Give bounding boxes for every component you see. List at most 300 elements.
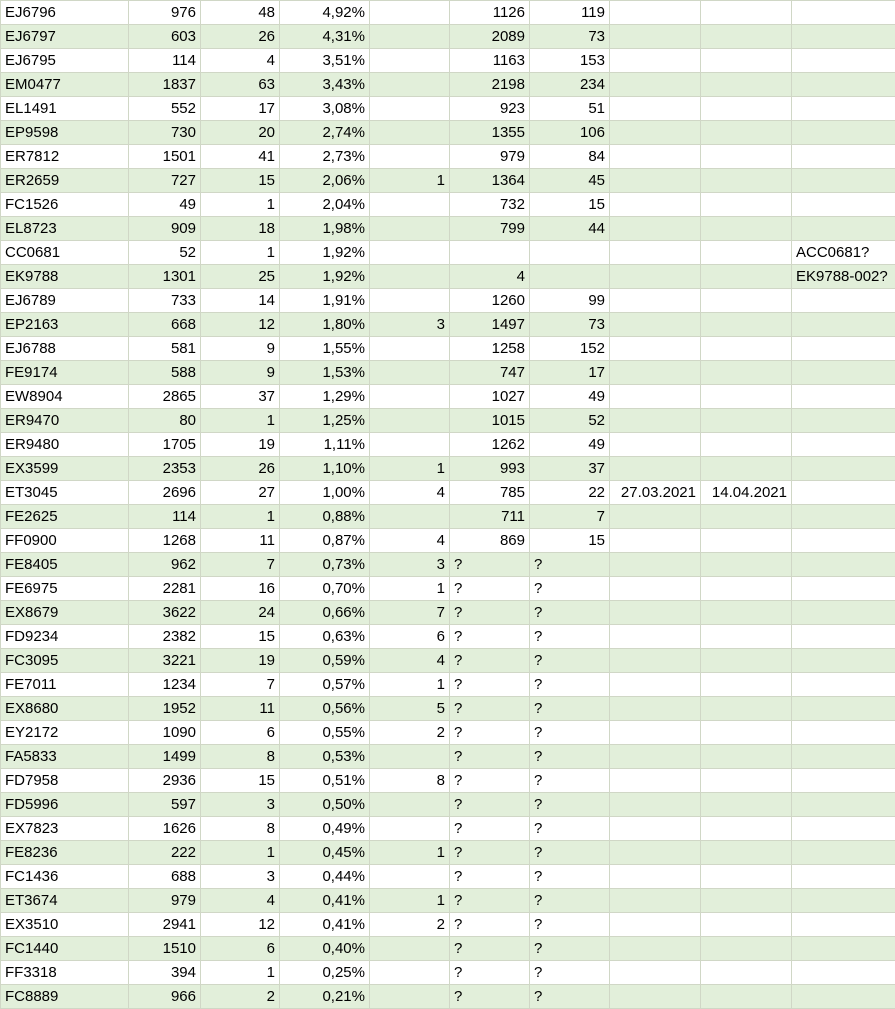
cell-date-end[interactable]: [701, 241, 792, 265]
cell-extra[interactable]: [370, 289, 450, 313]
cell-date-end[interactable]: [701, 769, 792, 793]
cell-code[interactable]: FE7011: [1, 673, 129, 697]
cell-extra[interactable]: [370, 433, 450, 457]
cell-extra[interactable]: [370, 145, 450, 169]
cell-value-b[interactable]: 22: [530, 481, 610, 505]
cell-value-b[interactable]: 15: [530, 529, 610, 553]
cell-date-start[interactable]: [610, 961, 701, 985]
cell-note[interactable]: [792, 217, 895, 241]
cell-code[interactable]: FF3318: [1, 961, 129, 985]
cell-count[interactable]: 15: [201, 769, 280, 793]
cell-count[interactable]: 19: [201, 649, 280, 673]
cell-total[interactable]: 1499: [129, 745, 201, 769]
cell-code[interactable]: EW8904: [1, 385, 129, 409]
cell-date-end[interactable]: 14.04.2021: [701, 481, 792, 505]
cell-value-a[interactable]: 1015: [450, 409, 530, 433]
cell-count[interactable]: 25: [201, 265, 280, 289]
cell-note[interactable]: [792, 649, 895, 673]
cell-code[interactable]: FE2625: [1, 505, 129, 529]
cell-value-a[interactable]: ?: [450, 865, 530, 889]
cell-date-start[interactable]: [610, 913, 701, 937]
cell-note[interactable]: [792, 793, 895, 817]
cell-note[interactable]: [792, 961, 895, 985]
cell-date-start[interactable]: [610, 145, 701, 169]
cell-code[interactable]: EJ6796: [1, 1, 129, 25]
cell-percent[interactable]: 0,73%: [280, 553, 370, 577]
cell-value-b[interactable]: 84: [530, 145, 610, 169]
cell-code[interactable]: EX3599: [1, 457, 129, 481]
cell-count[interactable]: 17: [201, 97, 280, 121]
cell-code[interactable]: EK9788: [1, 265, 129, 289]
cell-percent[interactable]: 0,21%: [280, 985, 370, 1009]
cell-count[interactable]: 1: [201, 961, 280, 985]
cell-value-a[interactable]: 732: [450, 193, 530, 217]
cell-value-b[interactable]: ?: [530, 673, 610, 697]
cell-value-b[interactable]: 153: [530, 49, 610, 73]
cell-total[interactable]: 3221: [129, 649, 201, 673]
cell-total[interactable]: 603: [129, 25, 201, 49]
cell-total[interactable]: 976: [129, 1, 201, 25]
cell-percent[interactable]: 0,50%: [280, 793, 370, 817]
cell-total[interactable]: 1301: [129, 265, 201, 289]
cell-date-end[interactable]: [701, 505, 792, 529]
cell-date-start[interactable]: [610, 649, 701, 673]
cell-extra[interactable]: [370, 385, 450, 409]
cell-total[interactable]: 552: [129, 97, 201, 121]
cell-note[interactable]: [792, 313, 895, 337]
cell-extra[interactable]: 1: [370, 457, 450, 481]
cell-percent[interactable]: 2,06%: [280, 169, 370, 193]
cell-date-start[interactable]: [610, 361, 701, 385]
cell-date-start[interactable]: [610, 337, 701, 361]
cell-date-start[interactable]: [610, 217, 701, 241]
cell-total[interactable]: 727: [129, 169, 201, 193]
cell-note[interactable]: [792, 433, 895, 457]
cell-extra[interactable]: 6: [370, 625, 450, 649]
cell-count[interactable]: 3: [201, 793, 280, 817]
cell-count[interactable]: 4: [201, 49, 280, 73]
cell-value-b[interactable]: ?: [530, 601, 610, 625]
cell-date-end[interactable]: [701, 289, 792, 313]
cell-code[interactable]: CC0681: [1, 241, 129, 265]
cell-date-end[interactable]: [701, 1, 792, 25]
cell-value-b[interactable]: ?: [530, 745, 610, 769]
cell-code[interactable]: EL8723: [1, 217, 129, 241]
cell-code[interactable]: FE8405: [1, 553, 129, 577]
cell-count[interactable]: 9: [201, 337, 280, 361]
cell-code[interactable]: FF0900: [1, 529, 129, 553]
cell-value-b[interactable]: ?: [530, 817, 610, 841]
cell-value-a[interactable]: 747: [450, 361, 530, 385]
cell-percent[interactable]: 1,11%: [280, 433, 370, 457]
cell-date-start[interactable]: [610, 1, 701, 25]
cell-count[interactable]: 1: [201, 505, 280, 529]
cell-date-end[interactable]: [701, 121, 792, 145]
cell-total[interactable]: 1090: [129, 721, 201, 745]
cell-percent[interactable]: 0,53%: [280, 745, 370, 769]
cell-date-end[interactable]: [701, 169, 792, 193]
cell-note[interactable]: [792, 769, 895, 793]
cell-value-a[interactable]: ?: [450, 985, 530, 1009]
cell-count[interactable]: 12: [201, 913, 280, 937]
cell-date-start[interactable]: [610, 553, 701, 577]
cell-code[interactable]: ER9470: [1, 409, 129, 433]
cell-percent[interactable]: 2,73%: [280, 145, 370, 169]
cell-value-a[interactable]: 711: [450, 505, 530, 529]
cell-value-a[interactable]: 1126: [450, 1, 530, 25]
cell-code[interactable]: FC1436: [1, 865, 129, 889]
cell-value-a[interactable]: ?: [450, 817, 530, 841]
cell-date-start[interactable]: [610, 193, 701, 217]
cell-code[interactable]: FC1440: [1, 937, 129, 961]
cell-value-a[interactable]: ?: [450, 889, 530, 913]
cell-code[interactable]: EL1491: [1, 97, 129, 121]
cell-count[interactable]: 12: [201, 313, 280, 337]
cell-total[interactable]: 2353: [129, 457, 201, 481]
cell-date-start[interactable]: [610, 625, 701, 649]
cell-total[interactable]: 2281: [129, 577, 201, 601]
cell-note[interactable]: [792, 289, 895, 313]
cell-date-end[interactable]: [701, 577, 792, 601]
cell-code[interactable]: EJ6795: [1, 49, 129, 73]
cell-date-end[interactable]: [701, 913, 792, 937]
cell-extra[interactable]: 1: [370, 841, 450, 865]
cell-code[interactable]: FE6975: [1, 577, 129, 601]
cell-total[interactable]: 2696: [129, 481, 201, 505]
cell-value-a[interactable]: [450, 241, 530, 265]
cell-note[interactable]: [792, 361, 895, 385]
cell-note[interactable]: [792, 385, 895, 409]
cell-value-a[interactable]: ?: [450, 913, 530, 937]
cell-date-start[interactable]: [610, 745, 701, 769]
cell-percent[interactable]: 1,29%: [280, 385, 370, 409]
cell-extra[interactable]: 1: [370, 169, 450, 193]
cell-count[interactable]: 7: [201, 553, 280, 577]
cell-percent[interactable]: 0,70%: [280, 577, 370, 601]
cell-note[interactable]: [792, 193, 895, 217]
cell-note[interactable]: [792, 625, 895, 649]
cell-note[interactable]: [792, 889, 895, 913]
cell-extra[interactable]: [370, 265, 450, 289]
cell-date-start[interactable]: [610, 985, 701, 1009]
cell-value-a[interactable]: ?: [450, 745, 530, 769]
cell-value-a[interactable]: 1260: [450, 289, 530, 313]
cell-date-end[interactable]: [701, 97, 792, 121]
cell-extra[interactable]: [370, 1, 450, 25]
cell-value-a[interactable]: ?: [450, 961, 530, 985]
cell-date-start[interactable]: [610, 433, 701, 457]
cell-total[interactable]: 52: [129, 241, 201, 265]
cell-date-start[interactable]: [610, 697, 701, 721]
cell-count[interactable]: 8: [201, 745, 280, 769]
cell-date-start[interactable]: [610, 313, 701, 337]
cell-percent[interactable]: 0,88%: [280, 505, 370, 529]
cell-note[interactable]: [792, 673, 895, 697]
cell-extra[interactable]: 4: [370, 481, 450, 505]
cell-note[interactable]: [792, 817, 895, 841]
cell-date-end[interactable]: [701, 625, 792, 649]
cell-value-a[interactable]: 799: [450, 217, 530, 241]
cell-date-start[interactable]: [610, 529, 701, 553]
cell-value-a[interactable]: ?: [450, 625, 530, 649]
cell-code[interactable]: FE8236: [1, 841, 129, 865]
cell-count[interactable]: 7: [201, 673, 280, 697]
cell-percent[interactable]: 0,55%: [280, 721, 370, 745]
cell-note[interactable]: [792, 913, 895, 937]
cell-extra[interactable]: [370, 985, 450, 1009]
cell-total[interactable]: 1837: [129, 73, 201, 97]
cell-percent[interactable]: 1,53%: [280, 361, 370, 385]
cell-value-b[interactable]: ?: [530, 649, 610, 673]
cell-value-a[interactable]: ?: [450, 673, 530, 697]
cell-code[interactable]: ER9480: [1, 433, 129, 457]
cell-date-start[interactable]: [610, 865, 701, 889]
cell-percent[interactable]: 0,56%: [280, 697, 370, 721]
cell-date-start[interactable]: 27.03.2021: [610, 481, 701, 505]
cell-count[interactable]: 26: [201, 25, 280, 49]
cell-percent[interactable]: 0,57%: [280, 673, 370, 697]
cell-total[interactable]: 114: [129, 505, 201, 529]
cell-total[interactable]: 3622: [129, 601, 201, 625]
cell-date-start[interactable]: [610, 73, 701, 97]
cell-percent[interactable]: 4,31%: [280, 25, 370, 49]
cell-note[interactable]: [792, 169, 895, 193]
cell-value-b[interactable]: 73: [530, 313, 610, 337]
cell-percent[interactable]: 0,66%: [280, 601, 370, 625]
cell-percent[interactable]: 1,00%: [280, 481, 370, 505]
cell-total[interactable]: 80: [129, 409, 201, 433]
cell-count[interactable]: 2: [201, 985, 280, 1009]
cell-percent[interactable]: 0,25%: [280, 961, 370, 985]
cell-date-start[interactable]: [610, 169, 701, 193]
cell-extra[interactable]: [370, 865, 450, 889]
cell-count[interactable]: 20: [201, 121, 280, 145]
cell-code[interactable]: EY2172: [1, 721, 129, 745]
cell-code[interactable]: ET3674: [1, 889, 129, 913]
cell-percent[interactable]: 0,40%: [280, 937, 370, 961]
cell-percent[interactable]: 0,63%: [280, 625, 370, 649]
cell-note[interactable]: [792, 121, 895, 145]
cell-extra[interactable]: 3: [370, 313, 450, 337]
cell-note[interactable]: [792, 865, 895, 889]
cell-extra[interactable]: [370, 745, 450, 769]
cell-date-end[interactable]: [701, 265, 792, 289]
cell-note[interactable]: EK9788-002?: [792, 265, 895, 289]
cell-count[interactable]: 63: [201, 73, 280, 97]
cell-date-start[interactable]: [610, 97, 701, 121]
cell-value-a[interactable]: ?: [450, 721, 530, 745]
cell-total[interactable]: 394: [129, 961, 201, 985]
cell-date-end[interactable]: [701, 145, 792, 169]
cell-value-b[interactable]: 51: [530, 97, 610, 121]
cell-note[interactable]: ACC0681?: [792, 241, 895, 265]
cell-total[interactable]: 688: [129, 865, 201, 889]
cell-count[interactable]: 16: [201, 577, 280, 601]
cell-value-b[interactable]: ?: [530, 961, 610, 985]
cell-date-end[interactable]: [701, 697, 792, 721]
cell-value-b[interactable]: ?: [530, 937, 610, 961]
cell-code[interactable]: FC3095: [1, 649, 129, 673]
cell-date-end[interactable]: [701, 433, 792, 457]
cell-note[interactable]: [792, 697, 895, 721]
cell-total[interactable]: 1268: [129, 529, 201, 553]
cell-date-end[interactable]: [701, 529, 792, 553]
cell-date-start[interactable]: [610, 769, 701, 793]
cell-note[interactable]: [792, 25, 895, 49]
cell-value-a[interactable]: 2089: [450, 25, 530, 49]
cell-percent[interactable]: 0,59%: [280, 649, 370, 673]
cell-extra[interactable]: [370, 241, 450, 265]
cell-value-a[interactable]: ?: [450, 841, 530, 865]
cell-value-b[interactable]: 49: [530, 433, 610, 457]
cell-percent[interactable]: 3,08%: [280, 97, 370, 121]
cell-value-a[interactable]: ?: [450, 577, 530, 601]
cell-total[interactable]: 1626: [129, 817, 201, 841]
cell-percent[interactable]: 3,51%: [280, 49, 370, 73]
cell-count[interactable]: 11: [201, 697, 280, 721]
cell-count[interactable]: 26: [201, 457, 280, 481]
cell-count[interactable]: 27: [201, 481, 280, 505]
cell-count[interactable]: 3: [201, 865, 280, 889]
cell-code[interactable]: ET3045: [1, 481, 129, 505]
cell-date-start[interactable]: [610, 49, 701, 73]
cell-date-start[interactable]: [610, 793, 701, 817]
cell-total[interactable]: 730: [129, 121, 201, 145]
cell-date-start[interactable]: [610, 817, 701, 841]
cell-count[interactable]: 1: [201, 409, 280, 433]
cell-percent[interactable]: 1,10%: [280, 457, 370, 481]
cell-total[interactable]: 2941: [129, 913, 201, 937]
cell-count[interactable]: 41: [201, 145, 280, 169]
cell-value-b[interactable]: 52: [530, 409, 610, 433]
cell-value-a[interactable]: 1258: [450, 337, 530, 361]
cell-note[interactable]: [792, 145, 895, 169]
cell-date-end[interactable]: [701, 457, 792, 481]
cell-value-a[interactable]: 785: [450, 481, 530, 505]
cell-date-end[interactable]: [701, 937, 792, 961]
cell-value-a[interactable]: 1262: [450, 433, 530, 457]
cell-note[interactable]: [792, 937, 895, 961]
cell-date-end[interactable]: [701, 313, 792, 337]
cell-extra[interactable]: 2: [370, 913, 450, 937]
cell-note[interactable]: [792, 457, 895, 481]
cell-value-a[interactable]: 4: [450, 265, 530, 289]
cell-value-b[interactable]: ?: [530, 841, 610, 865]
cell-value-b[interactable]: 99: [530, 289, 610, 313]
cell-value-b[interactable]: 49: [530, 385, 610, 409]
cell-percent[interactable]: 1,91%: [280, 289, 370, 313]
cell-total[interactable]: 966: [129, 985, 201, 1009]
cell-value-b[interactable]: ?: [530, 697, 610, 721]
cell-note[interactable]: [792, 73, 895, 97]
cell-percent[interactable]: 0,41%: [280, 913, 370, 937]
cell-date-end[interactable]: [701, 865, 792, 889]
cell-extra[interactable]: 8: [370, 769, 450, 793]
cell-percent[interactable]: 4,92%: [280, 1, 370, 25]
cell-value-a[interactable]: 979: [450, 145, 530, 169]
cell-note[interactable]: [792, 505, 895, 529]
cell-value-a[interactable]: 993: [450, 457, 530, 481]
cell-date-start[interactable]: [610, 889, 701, 913]
cell-value-b[interactable]: ?: [530, 913, 610, 937]
cell-count[interactable]: 1: [201, 841, 280, 865]
cell-percent[interactable]: 1,80%: [280, 313, 370, 337]
cell-note[interactable]: [792, 841, 895, 865]
cell-extra[interactable]: 4: [370, 649, 450, 673]
cell-date-start[interactable]: [610, 937, 701, 961]
cell-value-b[interactable]: ?: [530, 553, 610, 577]
cell-count[interactable]: 48: [201, 1, 280, 25]
cell-value-b[interactable]: ?: [530, 577, 610, 601]
cell-date-end[interactable]: [701, 649, 792, 673]
cell-percent[interactable]: 3,43%: [280, 73, 370, 97]
cell-value-b[interactable]: ?: [530, 889, 610, 913]
cell-code[interactable]: EP9598: [1, 121, 129, 145]
cell-extra[interactable]: 5: [370, 697, 450, 721]
cell-extra[interactable]: 1: [370, 673, 450, 697]
cell-count[interactable]: 15: [201, 625, 280, 649]
cell-extra[interactable]: 4: [370, 529, 450, 553]
cell-value-b[interactable]: ?: [530, 793, 610, 817]
cell-date-end[interactable]: [701, 25, 792, 49]
cell-note[interactable]: [792, 481, 895, 505]
cell-value-b[interactable]: 45: [530, 169, 610, 193]
cell-value-b[interactable]: 37: [530, 457, 610, 481]
cell-date-end[interactable]: [701, 673, 792, 697]
cell-date-start[interactable]: [610, 841, 701, 865]
cell-extra[interactable]: 1: [370, 889, 450, 913]
cell-count[interactable]: 6: [201, 937, 280, 961]
cell-count[interactable]: 4: [201, 889, 280, 913]
cell-count[interactable]: 37: [201, 385, 280, 409]
cell-note[interactable]: [792, 745, 895, 769]
cell-note[interactable]: [792, 49, 895, 73]
cell-count[interactable]: 6: [201, 721, 280, 745]
cell-note[interactable]: [792, 721, 895, 745]
cell-value-a[interactable]: ?: [450, 553, 530, 577]
cell-value-b[interactable]: ?: [530, 625, 610, 649]
cell-value-a[interactable]: ?: [450, 793, 530, 817]
cell-extra[interactable]: [370, 193, 450, 217]
cell-total[interactable]: 581: [129, 337, 201, 361]
cell-date-start[interactable]: [610, 25, 701, 49]
cell-total[interactable]: 588: [129, 361, 201, 385]
cell-code[interactable]: EP2163: [1, 313, 129, 337]
cell-extra[interactable]: 2: [370, 721, 450, 745]
cell-value-b[interactable]: 73: [530, 25, 610, 49]
cell-percent[interactable]: 1,98%: [280, 217, 370, 241]
cell-date-end[interactable]: [701, 793, 792, 817]
cell-value-b[interactable]: ?: [530, 985, 610, 1009]
cell-total[interactable]: 114: [129, 49, 201, 73]
cell-date-end[interactable]: [701, 217, 792, 241]
cell-date-start[interactable]: [610, 409, 701, 433]
cell-code[interactable]: FD5996: [1, 793, 129, 817]
cell-note[interactable]: [792, 409, 895, 433]
cell-date-start[interactable]: [610, 241, 701, 265]
cell-date-end[interactable]: [701, 745, 792, 769]
cell-code[interactable]: FC1526: [1, 193, 129, 217]
cell-value-a[interactable]: ?: [450, 649, 530, 673]
cell-count[interactable]: 14: [201, 289, 280, 313]
cell-value-a[interactable]: 1027: [450, 385, 530, 409]
cell-total[interactable]: 222: [129, 841, 201, 865]
cell-date-start[interactable]: [610, 721, 701, 745]
cell-value-a[interactable]: 1355: [450, 121, 530, 145]
cell-count[interactable]: 8: [201, 817, 280, 841]
cell-count[interactable]: 9: [201, 361, 280, 385]
cell-code[interactable]: FD9234: [1, 625, 129, 649]
